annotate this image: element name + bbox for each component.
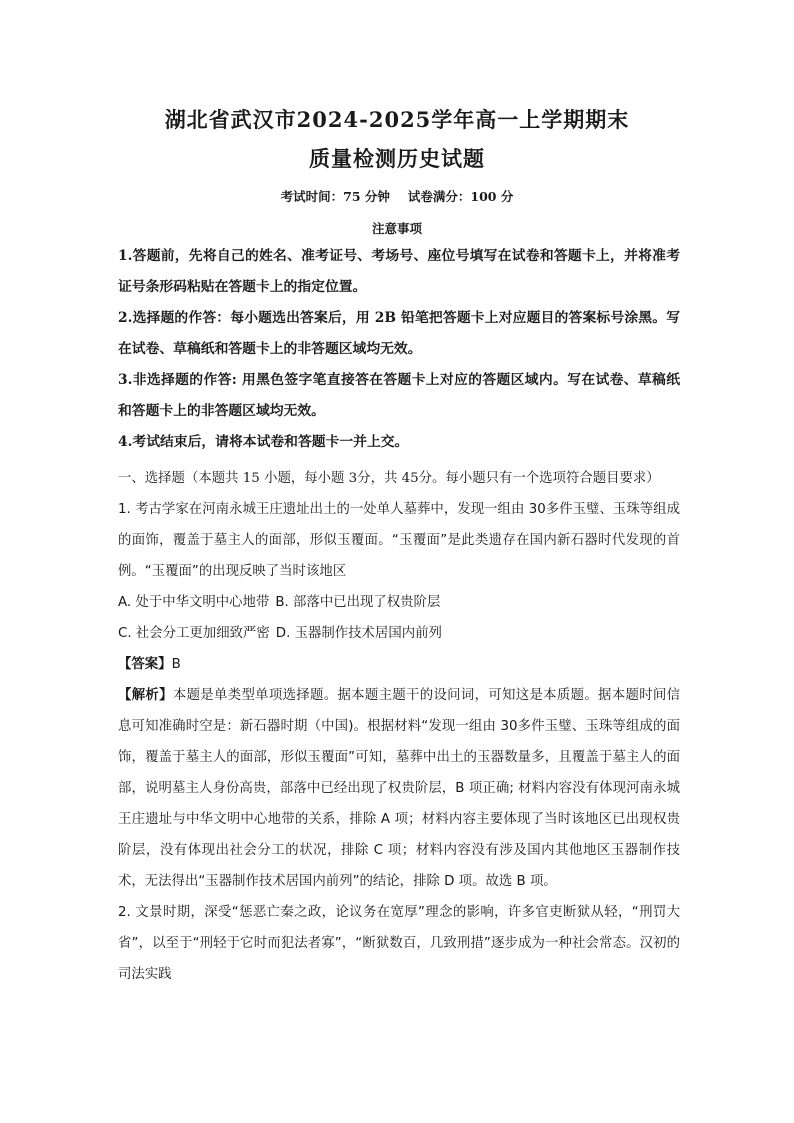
option-d: D. 玉器制作技术居国内前列 <box>275 626 442 641</box>
option-a: A. 处于中华文明中心地带 <box>118 595 270 610</box>
exam-time: 考试时间：75 分钟 <box>280 189 390 204</box>
exam-meta <box>0 187 794 205</box>
notice-item-3: 3.非选择题的作答: 用黑色签字笔直接答在答题卡上对应的答题区域内。写在试卷、草稿纸和答题卡上的非答题区域均无效。 <box>118 372 680 419</box>
notice-item-4: 4.考试结束后，请将本试卷和答题卡一并上交。 <box>118 434 409 450</box>
notice-title: 注意事项 <box>371 221 422 236</box>
notice-item-1: 1.答题前，先将自己的姓名、准考证号、考场号、座位号填写在试卷和答题卡上，并将准考证号条形码粘贴在答题卡上的指定位置。 <box>118 248 680 295</box>
answer-value: B <box>171 657 181 672</box>
question-1-analysis <box>118 680 680 897</box>
question-1-options-cd <box>118 618 680 649</box>
question-1-stem: 1. 考古学家在河南永城王庄遗址出土的一处单人墓葬中，发现一组由 30多件玉璧、玉珠等组成的面饰，覆盖于墓主人的面部，形似玉覆面。“玉覆面”是此类遗存在国内新石器时代发现的首例。“玉覆面”的出现反映了当时该地区 <box>118 502 680 579</box>
notice-list <box>118 241 680 458</box>
exam-title-line1: 湖北省武汉市2024-2025学年高一上学期期末 <box>164 107 630 132</box>
question-area <box>118 463 680 990</box>
option-b: B. 部落中已出现了权贵阶层 <box>275 595 441 610</box>
question-1-answer <box>118 649 680 680</box>
exam-title-line2: 质量检测历史试题 <box>309 146 485 171</box>
question-1-options-ab <box>118 587 680 618</box>
analysis-label: 【解析】 <box>118 688 173 703</box>
notice-item-2: 2.选择题的作答：每小题选出答案后，用 2B 铅笔把答题卡上对应题目的答案标号涂黑。写在试卷、草稿纸和答题卡上的非答题区域均无效。 <box>118 310 680 357</box>
answer-label: 【答案】 <box>118 657 172 672</box>
analysis-text: 本题是单类型单项选择题。据本题主题干的设问词，可知这是本质题。据本题时间信息可知准确时空是：新石器时期（中国)。根据材料“发现一组由 30多件玉璧、玉珠等组成的面饰，覆盖于墓主人的面部，形似玉覆面”可知，墓葬中出土的玉器数量多，且覆盖于墓主人的面部，说明墓主人身份高贵，部落中已经出现了权贵阶层，B 项正确; 材料内容没有体现河南永城王庄遗址与中华文明中心地带的关系，排除 A 项；材料内容主要体现了当时该地区已出现权贵阶层，没有体现出社会分工的状况，排除 C 项；材料内容没有涉及国内其他地区玉器制作技术，无法得出“玉器制作技术居国内前列”的结论，排除 D 项。故选 B 项。 <box>118 688 681 889</box>
full-score: 试卷满分：100 分 <box>407 189 514 204</box>
question-2-stem: 2. 文景时期，深受“惩恶亡秦之政，论议务在宽厚”理念的影响，许多官吏断狱从轻，“刑罚大省”，以至于“刑轻于它时而犯法者寡”，“断狱数百，几致刑措”逐步成为一种社会常态。汉初的司法实践 <box>118 905 680 982</box>
section-heading: 一、选择题（本题共 15 小题，每小题 3分，共 45分。每小题只有一个选项符合题目要求） <box>118 471 660 486</box>
option-c: C. 社会分工更加细致严密 <box>118 626 270 641</box>
